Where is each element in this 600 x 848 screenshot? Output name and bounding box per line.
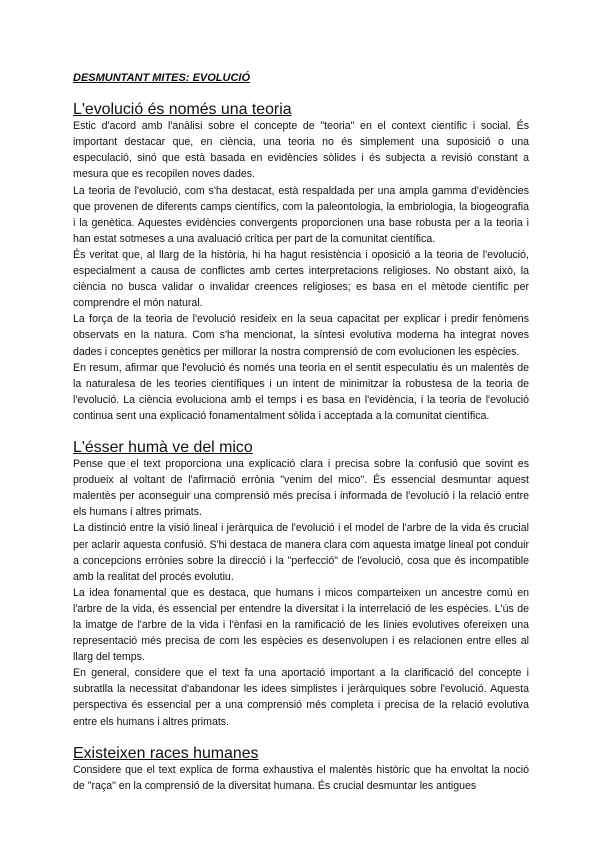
paragraph: En resum, afirmar que l'evolució és només una teoria en el sentit especulatiu és un malentès de la naturalesa de les teories científiques i un intent de minimitzar la robustesa de la teoria de l'evolució. La ciència evoluciona amb el temps i es basa en l'evidència, i la teoria de l'evolució continua sent una explicació fonamentalment sòlida i acceptada a la comunitat científica.	[73, 361, 529, 422]
paragraph: La distinció entre la visió lineal i jeràrquica de l'evolució i el model de l'arbre de la vida és crucial per aclarir aquesta confusió. S'hi destaca de manera clara com aquesta imatge lineal pot conduir a concepcions errònies sobre la direcció i la "perfecció" de l'evolució, cosa que és incompatible amb la realitat del procés evolutiu.	[73, 522, 529, 583]
section-human-races	[73, 746, 529, 794]
section-heading: L'evolució és només una teoria	[73, 101, 292, 119]
page-title: DESMUNTANT MITES: EVOLUCIÓ	[73, 72, 251, 84]
paragraph: És veritat que, al llarg de la història, hi ha hagut resistència i oposició a la teoria de l'evolució, especialment a causa de conflictes amb certes interpretacions religioses. No obstant això, la ciència no busca validar o invalidar creences religioses; es basa en el mètode científic per comprendre el món natural.	[73, 248, 529, 310]
section-human-monkey	[73, 440, 529, 730]
section-heading: Existeixen races humanes	[73, 744, 259, 762]
document-page	[73, 70, 529, 810]
paragraph: Pense que el text proporciona una explicació clara i precisa sobre la confusió que sovint es produeix al voltant de l'afirmació errònia "venim del mico". És essencial desmuntar aquest malentès per aconseguir una comprensió més precisa i informada de l'evolució i la relació entre els humans i altres primats.	[73, 458, 529, 519]
section-heading: L'ésser humà ve del mico	[73, 438, 253, 456]
paragraph: En general, considere que el text fa una aportació important a la clarificació del concepte i subratlla la necessitat d'abandonar les idees simplistes i jeràrquiques sobre l'evolució. Aquesta perspectiva és essencial per a una comprensió més completa i precisa de la relació evolutiva entre els humans i altres primats.	[73, 667, 529, 728]
paragraph: Estic d'acord amb l'anàlisi sobre el concepte de "teoria" en el context científic i social. És important destacar que, en ciència, una teoria no és simplement una suposició o una especulació, sinó que està basada en evidències sòlides i és subjecta a revisió constant a mesura que es recopilen noves dades.	[73, 120, 529, 181]
paragraph: La força de la teoria de l'evolució resideix en la seua capacitat per explicar i predir fenòmens observats en la natura. Com s'ha mencionat, la síntesi evolutiva moderna ha integrat noves dades i conceptes genètics per millorar la nostra comprensió de com evolucionen les espècies.	[73, 313, 529, 358]
paragraph: Considere que el text explica de forma exhaustiva el malentès històric que ha envoltat la noció de "raça" en la comprensió de la diversitat humana. És crucial desmuntar les antigues	[73, 763, 529, 792]
paragraph: La teoria de l'evolució, com s'ha destacat, està respaldada per una ampla gamma d'evidències que provenen de diferents camps científics, com la paleontologia, la embriologia, la biogeografia i la genètica. Aquestes evidències convergents proporcionen una base robusta per a la teoria i han estat sotmeses a una avaluació crítica per part de la comunitat científica.	[73, 184, 529, 245]
paragraph: La idea fonamental que es destaca, que humans i micos comparteixen un ancestre comú en l'arbre de la vida, és essencial per entendre la diversitat i la interrelació de les espècies. L'ús de la imatge de l'arbre de la vida i l'ènfasi en la ramificació de les línies evolutives ofereixen una representació més precisa de com les espècies es desenvolupen i es relacionen entre elles al llarg del temps.	[73, 586, 529, 664]
section-evolution-theory	[73, 102, 529, 424]
